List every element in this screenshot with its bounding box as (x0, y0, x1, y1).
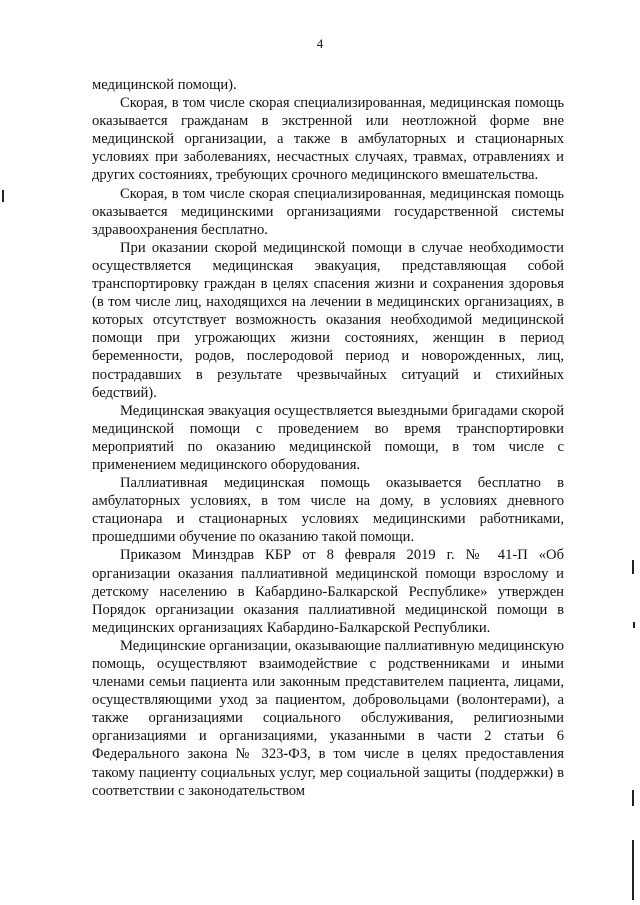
paragraph-palliative-care: Паллиативная медицинская помощь оказывается бесплатно в амбулаторных условиях, в том числе на дому, в условиях дневного стационара и стационарных условиях медицинскими работниками, прошедшими обучение по оказанию такой помощи. (92, 475, 564, 546)
paragraph-evacuation-teams: Медицинская эвакуация осуществляется выездными бригадами скорой медицинской помощи с проведением во время транспортировки мероприятий по оказанию медицинской помощи, в том числе с применением медицинского оборудования. (92, 402, 564, 473)
paragraph-palliative-interaction: Медицинские организации, оказывающие паллиативную медицинскую помощь, осуществляют взаимодействие с родственниками и иными членами семьи пациента или законным представителем пациента, лицами, осуществляющими уход за пациентом, добровольцами (волонтерами), а также организациями социального обслуживания, религиозными организациями и организациями, указанными в части 2 статьи 6 Федерального закона № 323-ФЗ, в том числе в целях предоставления такому пациенту социальных услуг, мер социальной защиты (поддержки) в соответствии с законодательством (92, 637, 564, 799)
document-body (92, 76, 564, 800)
paragraph-emergency-care-forms: Скорая, в том числе скорая специализированная, медицинская помощь оказывается гражданам в экстренной или неотложной форме вне медицинской организации, а также в амбулаторных и стационарных условиях при заболеваниях, несчастных случаях, травмах, отравлениях и других состояниях, требующих срочного медицинского вмешательства. (92, 95, 564, 184)
paragraph-continuation: медицинской помощи). (92, 77, 237, 93)
scan-edge-mark-right-2 (633, 622, 635, 628)
paragraph-ministry-order: Приказом Минздрав КБР от 8 февраля 2019 г. № 41-П «Об организации оказания паллиативной медицинской помощи взрослому и детскому населению в Кабардино-Балкарской Республике» утвержден Порядок организации оказания паллиативной медицинской помощи в медицинских организациях Кабардино-Балкарской Республики. (92, 547, 564, 636)
scan-edge-mark-left (2, 190, 4, 202)
scan-edge-mark-right-1 (632, 560, 634, 574)
paragraph-emergency-care-free: Скорая, в том числе скорая специализированная, медицинская помощь оказывается медицинскими организациями государственной системы здравоохранения бесплатно. (92, 185, 564, 238)
scan-edge-mark-right-4 (632, 840, 634, 900)
scan-edge-mark-right-3 (632, 790, 634, 806)
paragraph-medical-evacuation: При оказании скорой медицинской помощи в случае необходимости осуществляется медицинская эвакуация, представляющая собой транспортировку граждан в целях спасения жизни и сохранения здоровья (в том числе лиц, находящихся на лечении в медицинских организациях, в которых отсутствует возможность оказания необходимой медицинской помощи при угрожающих жизни состояниях, женщин в период беременности, родов, послеродовой период и новорожденных, лиц, пострадавших в результате чрезвычайных ситуаций и стихийных бедствий). (92, 239, 564, 401)
page-number: 4 (316, 36, 324, 51)
